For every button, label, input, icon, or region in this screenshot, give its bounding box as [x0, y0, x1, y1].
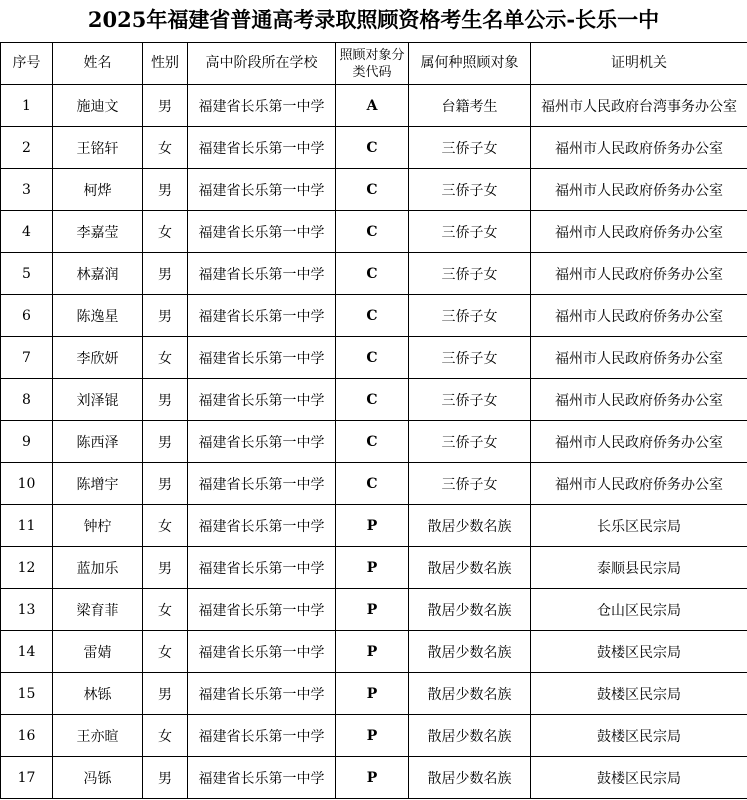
header-category: 属何种照顾对象: [409, 43, 531, 85]
cell-school: 福建省长乐第一中学: [188, 211, 336, 253]
cell-certifier: 福州市人民政府侨务办公室: [531, 379, 747, 421]
table-row: [1, 379, 747, 421]
cell-name: 蓝加乐: [53, 547, 143, 589]
cell-code: C: [336, 379, 409, 421]
table-row: [1, 169, 747, 211]
cell-index: 7: [1, 337, 53, 379]
cell-category: 散居少数名族: [409, 715, 531, 757]
cell-school: 福建省长乐第一中学: [188, 295, 336, 337]
cell-name: 林铄: [53, 673, 143, 715]
cell-gender: 男: [143, 547, 188, 589]
cell-category: 三侨子女: [409, 127, 531, 169]
cell-gender: 男: [143, 169, 188, 211]
header-index: 序号: [1, 43, 53, 85]
cell-index: 8: [1, 379, 53, 421]
cell-category: 三侨子女: [409, 421, 531, 463]
cell-certifier: 福州市人民政府侨务办公室: [531, 337, 747, 379]
table-row: [1, 547, 747, 589]
cell-index: 5: [1, 253, 53, 295]
cell-code: P: [336, 505, 409, 547]
cell-gender: 男: [143, 757, 188, 799]
cell-certifier: 鼓楼区民宗局: [531, 715, 747, 757]
cell-name: 雷婧: [53, 631, 143, 673]
cell-category: 散居少数名族: [409, 505, 531, 547]
table-row: [1, 421, 747, 463]
header-school: 高中阶段所在学校: [188, 43, 336, 85]
cell-code: P: [336, 673, 409, 715]
cell-school: 福建省长乐第一中学: [188, 463, 336, 505]
cell-code: P: [336, 547, 409, 589]
cell-name: 梁育菲: [53, 589, 143, 631]
cell-category: 三侨子女: [409, 211, 531, 253]
cell-code: P: [336, 715, 409, 757]
cell-school: 福建省长乐第一中学: [188, 505, 336, 547]
table-row: [1, 127, 747, 169]
cell-category: 散居少数名族: [409, 757, 531, 799]
cell-code: P: [336, 631, 409, 673]
cell-name: 刘泽锟: [53, 379, 143, 421]
cell-category: 三侨子女: [409, 169, 531, 211]
cell-code: A: [336, 85, 409, 127]
cell-index: 9: [1, 421, 53, 463]
cell-gender: 女: [143, 505, 188, 547]
cell-index: 11: [1, 505, 53, 547]
table-row: [1, 589, 747, 631]
table-row: [1, 211, 747, 253]
cell-category: 散居少数名族: [409, 547, 531, 589]
cell-gender: 女: [143, 715, 188, 757]
table-row: [1, 463, 747, 505]
cell-certifier: 仓山区民宗局: [531, 589, 747, 631]
cell-name: 李嘉莹: [53, 211, 143, 253]
cell-school: 福建省长乐第一中学: [188, 589, 336, 631]
cell-code: C: [336, 337, 409, 379]
cell-name: 冯铄: [53, 757, 143, 799]
cell-school: 福建省长乐第一中学: [188, 85, 336, 127]
table-row: [1, 631, 747, 673]
cell-certifier: 泰顺县民宗局: [531, 547, 747, 589]
cell-gender: 女: [143, 337, 188, 379]
cell-certifier: 福州市人民政府台湾事务办公室: [531, 85, 747, 127]
cell-school: 福建省长乐第一中学: [188, 715, 336, 757]
cell-index: 17: [1, 757, 53, 799]
cell-gender: 女: [143, 211, 188, 253]
cell-school: 福建省长乐第一中学: [188, 127, 336, 169]
cell-category: 三侨子女: [409, 337, 531, 379]
cell-name: 王铭轩: [53, 127, 143, 169]
cell-certifier: 福州市人民政府侨务办公室: [531, 295, 747, 337]
cell-category: 散居少数名族: [409, 589, 531, 631]
header-certifier: 证明机关: [531, 43, 747, 85]
cell-gender: 女: [143, 631, 188, 673]
cell-index: 15: [1, 673, 53, 715]
cell-school: 福建省长乐第一中学: [188, 379, 336, 421]
cell-code: C: [336, 253, 409, 295]
cell-school: 福建省长乐第一中学: [188, 337, 336, 379]
cell-school: 福建省长乐第一中学: [188, 169, 336, 211]
table-row: [1, 757, 747, 799]
cell-name: 柯烨: [53, 169, 143, 211]
cell-certifier: 福州市人民政府侨务办公室: [531, 211, 747, 253]
cell-gender: 男: [143, 253, 188, 295]
header-gender: 性别: [143, 43, 188, 85]
cell-index: 14: [1, 631, 53, 673]
cell-index: 3: [1, 169, 53, 211]
cell-gender: 男: [143, 85, 188, 127]
header-name: 姓名: [53, 43, 143, 85]
cell-certifier: 福州市人民政府侨务办公室: [531, 463, 747, 505]
cell-code: C: [336, 127, 409, 169]
cell-gender: 男: [143, 463, 188, 505]
cell-index: 10: [1, 463, 53, 505]
cell-index: 13: [1, 589, 53, 631]
table-row: [1, 295, 747, 337]
cell-certifier: 鼓楼区民宗局: [531, 673, 747, 715]
cell-code: C: [336, 421, 409, 463]
candidate-table: [0, 42, 747, 799]
table-row: [1, 715, 747, 757]
cell-category: 三侨子女: [409, 295, 531, 337]
cell-index: 12: [1, 547, 53, 589]
cell-gender: 男: [143, 379, 188, 421]
cell-index: 6: [1, 295, 53, 337]
header-code: 照顾对象分类代码: [336, 43, 409, 85]
cell-school: 福建省长乐第一中学: [188, 547, 336, 589]
cell-category: 三侨子女: [409, 463, 531, 505]
cell-certifier: 长乐区民宗局: [531, 505, 747, 547]
cell-certifier: 福州市人民政府侨务办公室: [531, 127, 747, 169]
cell-code: C: [336, 295, 409, 337]
cell-school: 福建省长乐第一中学: [188, 673, 336, 715]
cell-name: 林嘉润: [53, 253, 143, 295]
table-row: [1, 85, 747, 127]
cell-code: P: [336, 589, 409, 631]
cell-school: 福建省长乐第一中学: [188, 757, 336, 799]
cell-index: 16: [1, 715, 53, 757]
cell-name: 施迪文: [53, 85, 143, 127]
cell-certifier: 福州市人民政府侨务办公室: [531, 169, 747, 211]
cell-category: 台籍考生: [409, 85, 531, 127]
cell-name: 陈增宇: [53, 463, 143, 505]
cell-code: C: [336, 463, 409, 505]
cell-certifier: 福州市人民政府侨务办公室: [531, 253, 747, 295]
cell-name: 王亦暄: [53, 715, 143, 757]
cell-school: 福建省长乐第一中学: [188, 631, 336, 673]
cell-code: C: [336, 211, 409, 253]
cell-certifier: 鼓楼区民宗局: [531, 631, 747, 673]
cell-school: 福建省长乐第一中学: [188, 421, 336, 463]
cell-category: 散居少数名族: [409, 631, 531, 673]
cell-code: C: [336, 169, 409, 211]
cell-index: 4: [1, 211, 53, 253]
cell-category: 散居少数名族: [409, 673, 531, 715]
cell-gender: 男: [143, 421, 188, 463]
cell-index: 2: [1, 127, 53, 169]
cell-school: 福建省长乐第一中学: [188, 253, 336, 295]
table-row: [1, 337, 747, 379]
cell-name: 李欣妍: [53, 337, 143, 379]
table-row: [1, 253, 747, 295]
cell-code: P: [336, 757, 409, 799]
table-row: [1, 505, 747, 547]
cell-name: 钟柠: [53, 505, 143, 547]
cell-gender: 男: [143, 673, 188, 715]
cell-name: 陈逸星: [53, 295, 143, 337]
cell-gender: 男: [143, 295, 188, 337]
cell-category: 三侨子女: [409, 253, 531, 295]
page-title: 2025年福建省普通高考录取照顾资格考生名单公示-长乐一中: [87, 7, 660, 32]
header-row: [1, 43, 747, 85]
table-body: [1, 85, 747, 799]
table-row: [1, 673, 747, 715]
cell-index: 1: [1, 85, 53, 127]
cell-gender: 女: [143, 589, 188, 631]
cell-name: 陈西泽: [53, 421, 143, 463]
cell-certifier: 福州市人民政府侨务办公室: [531, 421, 747, 463]
cell-certifier: 鼓楼区民宗局: [531, 757, 747, 799]
cell-gender: 女: [143, 127, 188, 169]
cell-category: 三侨子女: [409, 379, 531, 421]
